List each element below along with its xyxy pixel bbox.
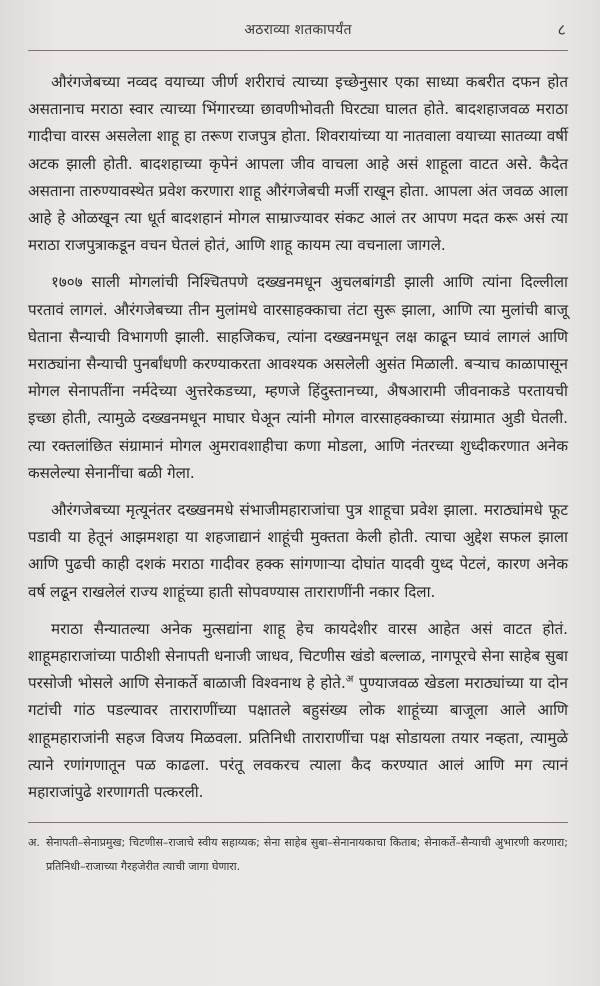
paragraph — [28, 616, 568, 806]
paragraph: औरंगजेबच्या नव्वद वयाच्या जीर्ण शरीराचं त्याच्या इच्छेनुसार एका साध्या कबरीत दफन होत असतानाच मराठा स्वार त्याच्या भिंगारच्या छावणीभोवती घिरट्या घालत होते. बादशहाजवळ मराठा गादीचा वारस असलेला शाहू हा तरूण राजपुत्र होता. शिवरायांच्या या नातवाला वयाच्या सातव्या वर्षी अटक झाली होती. बादशहाच्या कृपेनं आपला जीव वाचला आहे असं शाहूला वाटत असे. कैदेत असताना तारुण्यावस्थेत प्रवेश करणारा शाहू औरंगजेबची मर्जी राखून होता. आपला अंत जवळ आला आहे हे ओळखून त्या धूर्त बादशहानं मोगल साम्राज्यावर संकट आलं तर आपण मदत करू असं त्या मराठा राजपुत्राकडून वचन घेतलं होतं, आणि शाहू कायम त्या वचनाला जागले. — [28, 73, 568, 255]
paragraph-text: मराठा सैन्यातल्या अनेक मुत्सद्यांना शाहू हेच कायदेशीर वारस आहेत असं वाटत होतं. शाहूमहाराजांच्या पाठीशी सेनापती धनाजी जाधव, चिटणीस खंडो बल्लाळ, नागपूरचे सेना साहेब सुबा परसोजी भोसले आणि सेनाकर्ते बाळाजी विश्वनाथ हे होते. — [28, 619, 568, 693]
footnote-marker: अ. — [28, 836, 40, 850]
footnote-reference: अ — [345, 674, 354, 686]
paragraph: औरंगजेबच्या मृत्यूनंतर दख्खनमधे संभाजीमहाराजांचा पुत्र शाहूचा प्रवेश झाला. मराठ्यांमधे फूट पडावी या हेतूनं आझमशहा या शहजाद्यानं शाहूंची मुक्तता केली होती. त्याचा अुद्देश सफल झाला आणि पुढची काही दशकं मराठा गादीवर हक्क सांगणाऱ्या दोघांत यादवी युध्द पेटलं, कारण अनेक वर्ष लढून राखलेलं राज्य शाहूंच्या हाती सोपवण्यास ताराराणींनी नकार दिला. — [28, 501, 568, 601]
footnote-rule — [28, 822, 568, 823]
running-header — [28, 14, 568, 46]
footnote-text: सेनापती–सेनाप्रमुख; चिटणीस–राजाचे स्वीय सहाय्यक; सेना साहेब सुबा–सेनानायकाचा किताब; सेनाकर्ते–सैन्याची अुभारणी करणारा; प्रतिनिधी–राजाच्या गैरहजेरीत त्याची जागा घेणारा. — [46, 836, 568, 874]
page-number: ८ — [557, 20, 566, 39]
paragraph-continuation: पुण्याजवळ खेडला मराठ्यांच्या या दोन गटांची गांठ पडल्यावर ताराराणींच्या पक्षातले बहुसंख्य लोक शाहूंच्या बाजूला आले आणि शाहूमहाराजांनी सहज विजय मिळवला. प्रतिनिधी ताराराणींचा पक्ष सोडायला तयार नव्हता, त्यामुळे त्याने रणांगणातून पळ काढला. परंतू लवकरच त्याला कैद करण्यात आलं आणि मग त्यानं महाराजांपुढे शरणागती पत्करली. — [28, 674, 568, 802]
header-rule — [28, 50, 568, 51]
paragraph: १७०७ साली मोगलांची निश्चितपणे दख्खनमधून अुचलबांगडी झाली आणि त्यांना दिल्लीला परतावं लागलं. औरंगजेबच्या तीन मुलांमधे वारसाहक्काचा तंटा सुरू झाला, आणि त्या मुलांची बाजू घेताना सैन्याची विभागणी झाली. साहजिकच, त्यांना दख्खनमधून लक्ष काढून घ्यावं लागलं आणि मराठ्यांना सैन्याची पुनर्बांधणी करण्याकरता आवश्यक असलेली अुसंत मिळाली. बऱ्याच काळापासून मोगल सेनापतींना नर्मदेच्या अुत्तरेकडच्या, म्हणजे हिंदुस्तानच्या, अैषआरामी जीवनाकडे परतायची इच्छा होती, त्यामुळे दख्खनमधून माघार घेअून त्यांनी मोगल वारसाहक्काच्या संग्रामात अुडी घेतली. त्या रक्तलांछित संग्रामानं मोगल अुमरावशाहीचा कणा मोडला, आणि नंतरच्या शुध्दीकरणात अनेक कसलेल्या सेनानींचा बळी गेला. — [28, 273, 568, 482]
body-text — [28, 69, 568, 806]
chapter-title: अठराव्या शतकापर्यंत — [244, 22, 352, 38]
footnote — [28, 831, 568, 879]
